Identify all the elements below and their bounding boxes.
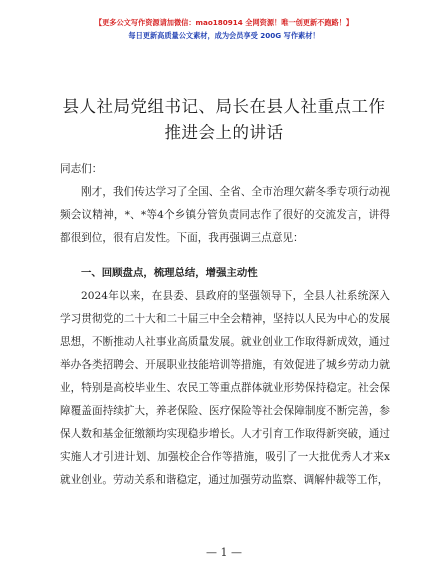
document-title: 县人社局党组书记、局长在县人社重点工作推进会上的讲话 xyxy=(62,97,386,142)
paragraph-review: 2024年以来，在县委、县政府的坚强领导下，全县人社系统深入学习贯彻党的二十大和二十届三中全会精神，坚持以人民为中心的发展思想，不断推动人社事业高质量发展。就业创业工作取得新成效，通过举办各类招聘会、开展职业技能培训等措施，有效促进了城乡劳动力就业，特别是高校毕业生、农民工等重点群体就业形势保持稳定。社会保障覆盖面持续扩大，养老保险、医疗保险等社会保障制度不断完善，参保人数和基金征缴额均实现稳步增长。人才引育工作取得新突破，通过实施人才引进计划、加强校企合作等措施，吸引了一大批优秀人才来x就业创业。劳动关系和谐稳定，通过加强劳动监察、调解仲裁等工作， xyxy=(60,290,390,486)
paragraph-intro: 刚才，我们传达学习了全国、全省、全市治理欠薪冬季专项行动视频会议精神，*、*等4个乡镇分管负责同志作了很好的交流发言，讲得都很到位，很有启发性。下面，我再强调三点意见： xyxy=(60,186,390,244)
promo-banner-line-1: 【更多公文写作资源请加微信：mao180914 全网资源！唯一创更新不跑路！】 xyxy=(94,18,354,27)
section-heading-1: 一、回顾盘点，梳理总结，增强主动性 xyxy=(81,267,258,279)
page-number: — 1 — xyxy=(206,546,242,559)
promo-banner-line-2: 每日更新高质量公文素材，成为会员享受 200G 写作素材！ xyxy=(128,31,320,40)
salutation: 同志们： xyxy=(60,163,103,175)
